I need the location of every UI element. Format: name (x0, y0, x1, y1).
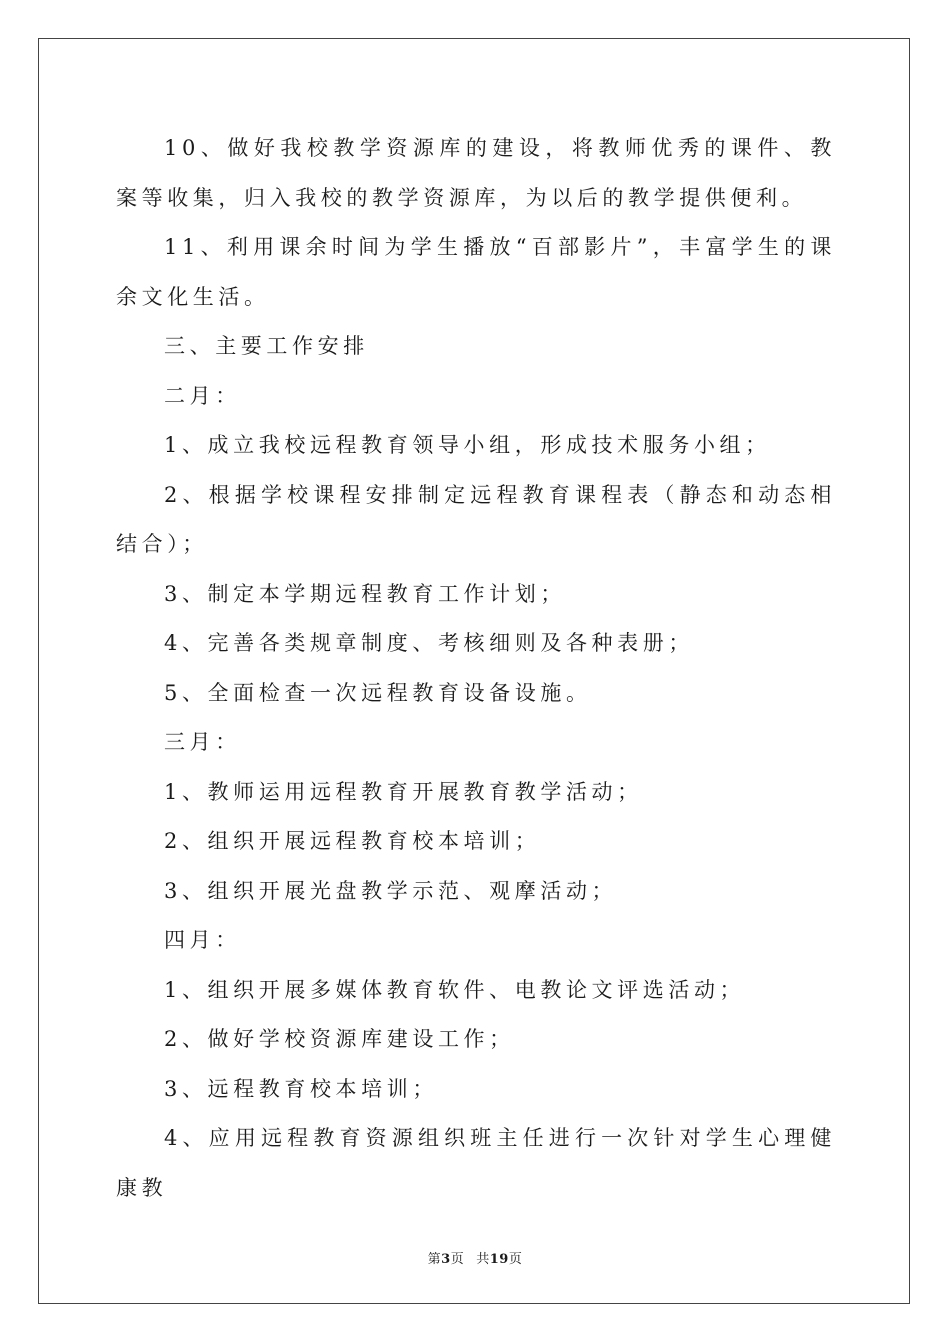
total-prefix: 共 (476, 1252, 490, 1267)
list-item: 4、完善各类规章制度、考核细则及各种表册； (164, 631, 694, 655)
list-item: 2、做好学校资源库建设工作； (164, 1027, 515, 1051)
total-page-count: 19 (489, 1252, 509, 1267)
paragraph: 10、做好我校教学资源库的建设，将教师优秀的课件、教案等收集，归入我校的教学资源库，为以后的教学提供便利。 (116, 136, 836, 210)
month-heading: 四月： (164, 928, 241, 952)
page-footer (0, 1248, 950, 1267)
total-suffix: 页 (508, 1252, 523, 1267)
list-item: 1、成立我校远程教育领导小组，形成技术服务小组； (164, 433, 771, 457)
list-item: 1、组织开展多媒体教育软件、电教论文评选活动； (164, 977, 746, 1002)
list-item: 2、组织开展远程教育校本培训； (164, 829, 541, 853)
list-item: 3、组织开展光盘教学示范、观摩活动； (164, 878, 618, 903)
month-heading: 三月： (164, 730, 241, 754)
paragraph: 11、利用课余时间为学生播放“百部影片”，丰富学生的课余文化生活。 (116, 235, 836, 309)
current-page-number: 3 (441, 1252, 451, 1267)
page-suffix: 页 (450, 1252, 465, 1267)
list-item: 5、全面检查一次远程教育设备设施。 (164, 680, 592, 705)
list-item: 2、根据学校课程安排制定远程教育课程表（静态和动态相结合）； (116, 482, 836, 556)
list-item: 3、制定本学期远程教育工作计划； (164, 581, 566, 606)
section-heading: 三、主要工作安排 (164, 334, 369, 358)
document-body (116, 124, 836, 1213)
page-prefix: 第 (427, 1252, 442, 1267)
list-item: 3、远程教育校本培训； (164, 1076, 438, 1101)
month-heading: 二月： (164, 383, 241, 408)
list-item: 4、应用远程教育资源组织班主任进行一次针对学生心理健康教 (116, 1126, 836, 1200)
list-item: 1、教师运用远程教育开展教育教学活动； (164, 779, 643, 804)
